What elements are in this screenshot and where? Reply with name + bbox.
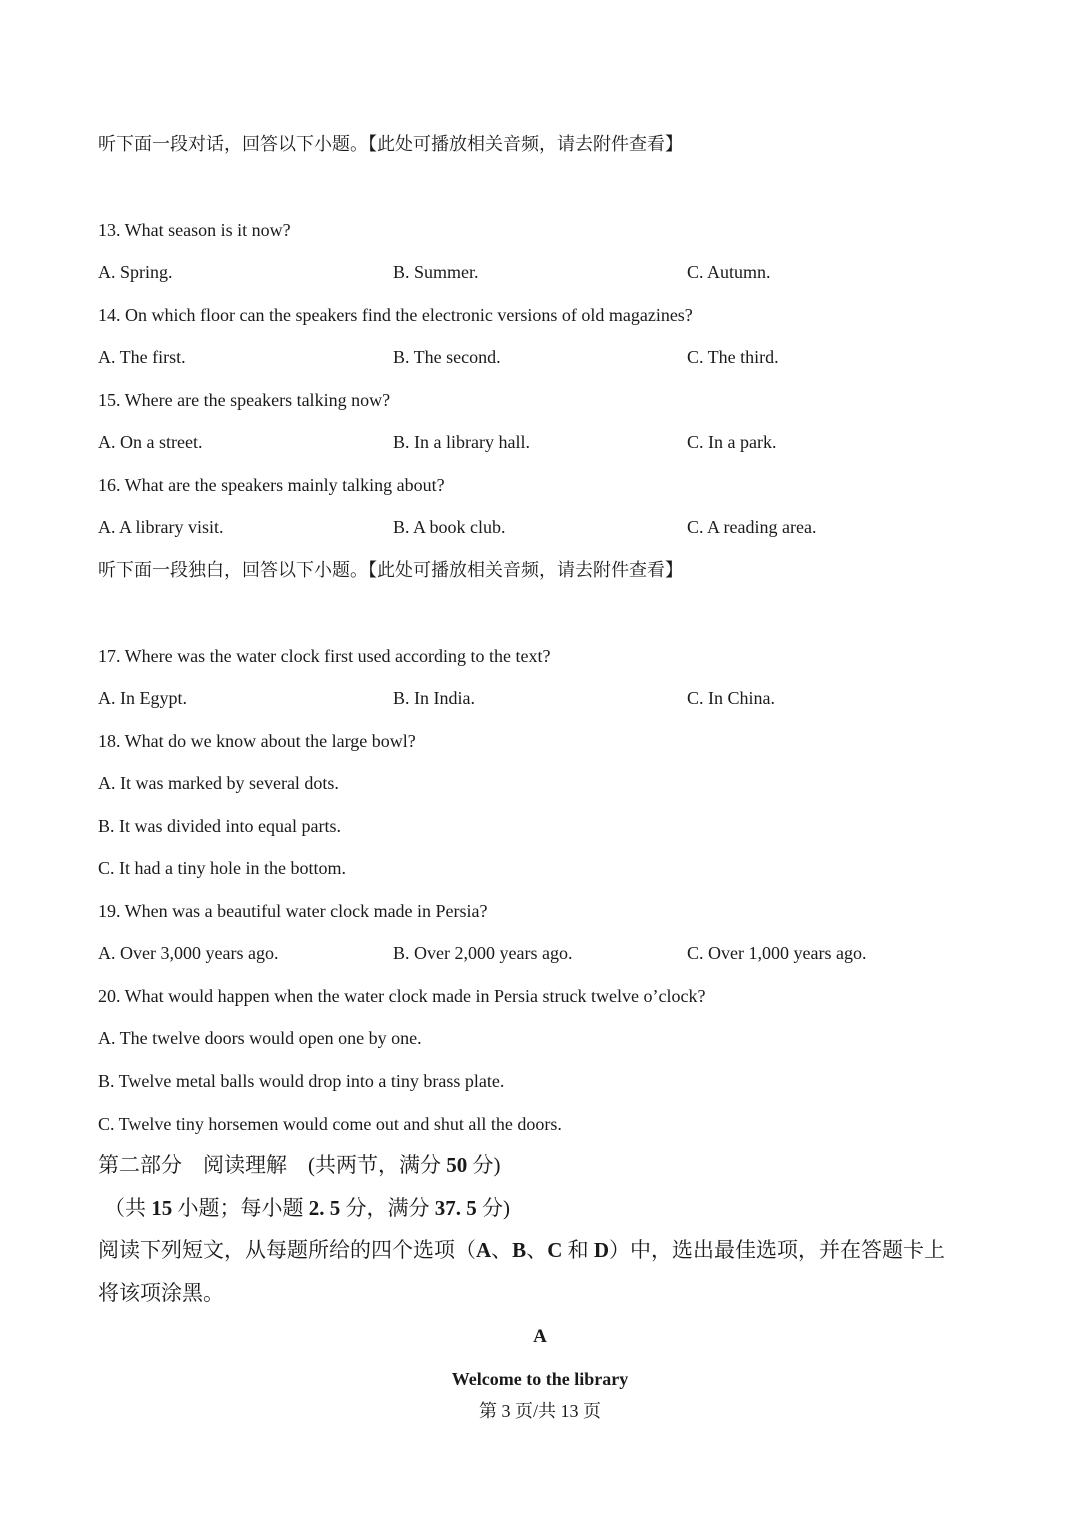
- part2-instruction: 阅读下列短文，从每题所给的四个选项（A、B、C 和 D）中，选出最佳选项，并在答题卡上: [98, 1238, 946, 1262]
- option-b: B. In India.: [393, 688, 475, 708]
- part2-subheading: （共 15 小题；每小题 2. 5 分，满分 37. 5 分): [104, 1196, 510, 1220]
- question-18-stem: 18. What do we know about the large bowl?: [98, 731, 416, 751]
- question-13-options: [98, 260, 998, 284]
- option-c: C. In China.: [687, 688, 775, 708]
- option-c: C. In a park.: [687, 432, 777, 452]
- option-a: A. The first.: [98, 347, 186, 367]
- option-a: A. Spring.: [98, 262, 173, 282]
- option-c: C. Over 1,000 years ago.: [687, 943, 867, 963]
- option-c: C. The third.: [687, 347, 779, 367]
- option-b: B. Over 2,000 years ago.: [393, 943, 573, 963]
- question-19-options: [98, 941, 998, 965]
- option-a: A. Over 3,000 years ago.: [98, 943, 279, 963]
- page-number: 第 3 页/共 13 页: [478, 1401, 601, 1421]
- option-b: B. The second.: [393, 347, 501, 367]
- option-c: C. A reading area.: [687, 517, 817, 537]
- part2-heading: 第二部分 阅读理解 (共两节，满分 50 分): [98, 1153, 501, 1177]
- question-20-stem: 20. What would happen when the water clock made in Persia struck twelve o’clock?: [98, 986, 706, 1006]
- question-15-stem: 15. Where are the speakers talking now?: [98, 390, 391, 410]
- option-b: B. In a library hall.: [393, 432, 530, 452]
- option-b: B. A book club.: [393, 517, 506, 537]
- listening-instruction-2: 听下面一段独白，回答以下小题。【此处可播放相关音频，请去附件查看】: [98, 560, 683, 580]
- passage-title: Welcome to the library: [451, 1369, 629, 1389]
- option-b: B. Summer.: [393, 262, 479, 282]
- question-16-stem: 16. What are the speakers mainly talking about?: [98, 475, 445, 495]
- listening-instruction-1: 听下面一段对话，回答以下小题。【此处可播放相关音频，请去附件查看】: [98, 134, 683, 154]
- option-a: A. On a street.: [98, 432, 203, 452]
- option-c: C. Autumn.: [687, 262, 771, 282]
- question-18-option-b: B. It was divided into equal parts.: [98, 816, 341, 836]
- part2-instruction-line2: 将该项涂黑。: [98, 1281, 224, 1305]
- question-16-options: [98, 515, 998, 539]
- question-13-stem: 13. What season is it now?: [98, 220, 291, 240]
- option-a: A. A library visit.: [98, 517, 224, 537]
- question-18-option-c: C. It had a tiny hole in the bottom.: [98, 858, 346, 878]
- question-18-option-a: A. It was marked by several dots.: [98, 773, 339, 793]
- passage-label: A: [533, 1326, 547, 1347]
- question-15-options: [98, 430, 998, 454]
- question-20-option-b: B. Twelve metal balls would drop into a tiny brass plate.: [98, 1071, 505, 1091]
- question-14-options: [98, 345, 998, 369]
- option-a: A. In Egypt.: [98, 688, 187, 708]
- question-20-option-c: C. Twelve tiny horsemen would come out and shut all the doors.: [98, 1114, 562, 1134]
- question-17-stem: 17. Where was the water clock first used according to the text?: [98, 646, 551, 666]
- question-20-option-a: A. The twelve doors would open one by one.: [98, 1028, 422, 1048]
- question-14-stem: 14. On which floor can the speakers find the electronic versions of old magazines?: [98, 305, 693, 325]
- question-17-options: [98, 686, 998, 710]
- question-19-stem: 19. When was a beautiful water clock made in Persia?: [98, 901, 488, 921]
